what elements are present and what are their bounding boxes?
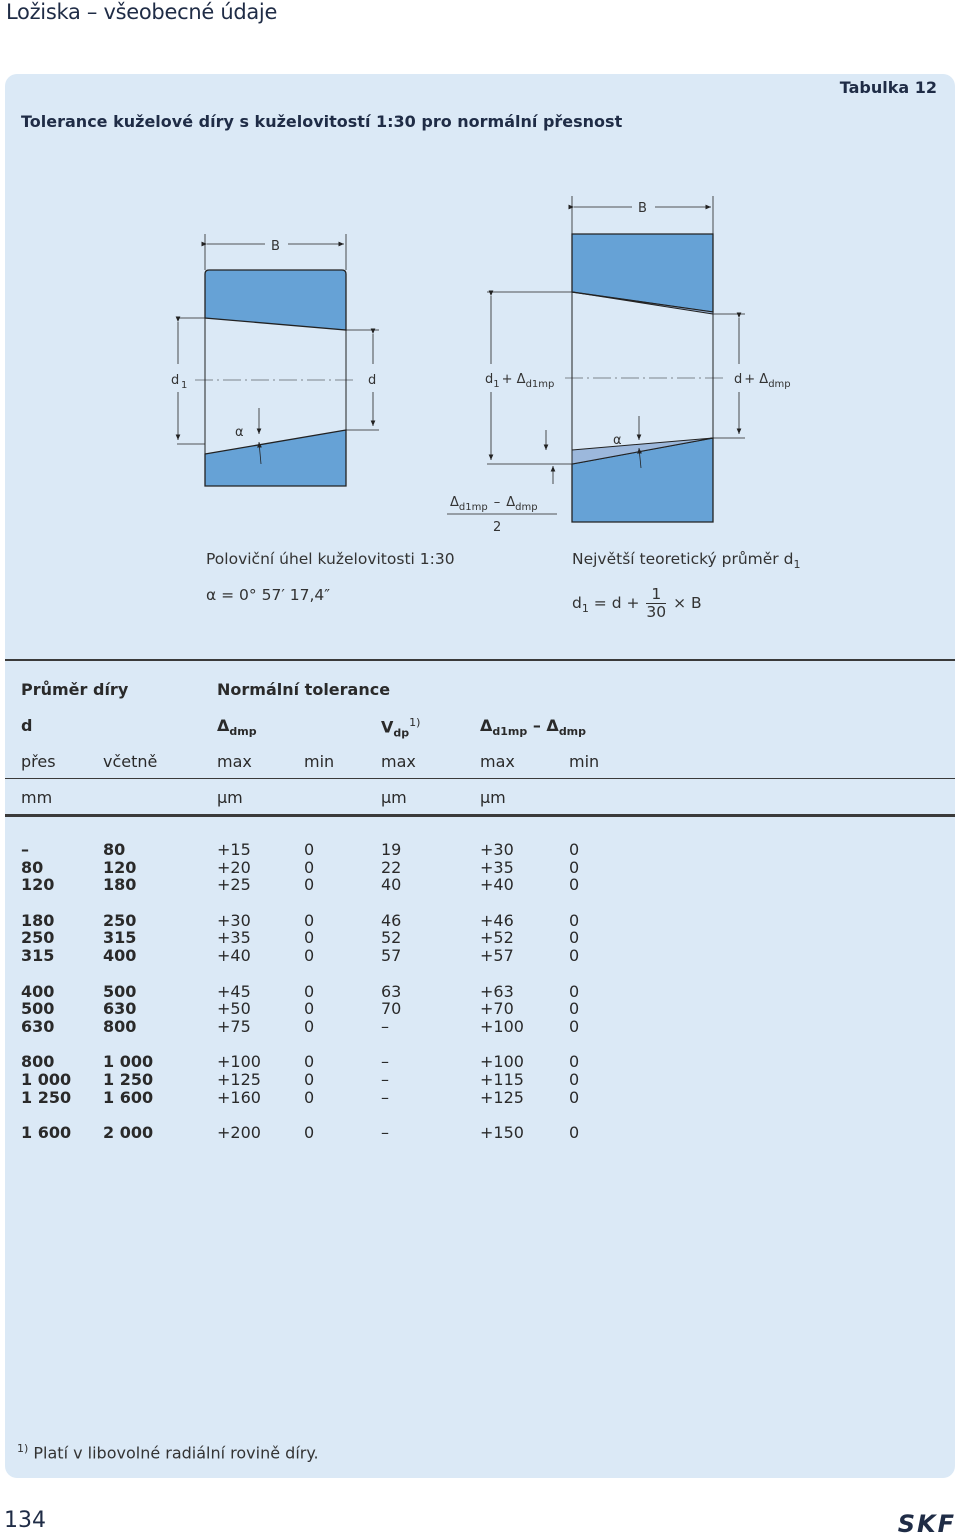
table-cell: 0 [569, 981, 580, 1001]
table-row [5, 946, 955, 964]
table-row [5, 928, 955, 946]
svg-text:1: 1 [181, 380, 188, 391]
table-cell: 0 [569, 1123, 580, 1143]
table-cell: 120 [103, 857, 137, 877]
table-cell: +40 [480, 875, 514, 895]
table-cell: 40 [381, 875, 402, 895]
table-cell: 63 [381, 981, 402, 1001]
table-cell: +50 [217, 999, 251, 1019]
header-delta-dmp: $\Delta_{dmp}$ [217, 716, 257, 739]
table-cell: +52 [480, 928, 514, 948]
dim-d-delta: $d + \Delta_{dmp}$ [734, 372, 791, 390]
table-cell: 0 [304, 981, 315, 1001]
table-cell: 0 [569, 840, 580, 859]
table-cell: – [381, 1070, 389, 1089]
header-diff-max: max [480, 752, 515, 771]
table-cell: +100 [217, 1052, 261, 1072]
table-row [5, 999, 955, 1017]
table-cell: 315 [103, 928, 137, 948]
table-cell: 0 [304, 1016, 315, 1036]
table-cell: 400 [103, 946, 137, 965]
table-header-bottom-rule [5, 814, 955, 817]
table-cell: 0 [304, 928, 315, 948]
unit-um-vdp: µm [381, 788, 407, 807]
header-diff-min: min [569, 752, 600, 771]
table-cell: 57 [381, 946, 402, 965]
table-cell: 1 250 [21, 1087, 72, 1107]
left-ring-section [171, 234, 379, 486]
table-row [5, 1123, 955, 1141]
table-row [5, 858, 955, 876]
table-cell: +200 [217, 1123, 261, 1143]
unit-um-dmp: µm [217, 788, 243, 807]
table-cell: 250 [103, 910, 137, 930]
table-cell: 52 [381, 928, 402, 948]
table-cell: 0 [569, 910, 580, 930]
table-cell: – [381, 1016, 389, 1036]
table-row [5, 1088, 955, 1106]
right-caption: Největší teoretický průměr $d_1$ [572, 550, 801, 572]
table-cell: – [381, 1052, 389, 1072]
delta-fraction-numerator: $\Delta_{d1mp} - \Delta_{dmp}$ [450, 495, 538, 513]
table-cell: – [21, 840, 29, 859]
table-cell: 0 [569, 1087, 580, 1107]
table-cell: +45 [217, 981, 251, 1001]
table-cell: 0 [304, 946, 315, 965]
table-cell: 80 [103, 840, 126, 859]
header-vdp-max: max [381, 752, 416, 771]
table-cell: 2 000 [103, 1123, 154, 1143]
table-cell: 0 [304, 840, 315, 859]
table-cell: +35 [480, 857, 514, 877]
header-from: přes [21, 752, 56, 771]
header-dmp-max: max [217, 752, 252, 771]
table-cell: +15 [217, 840, 251, 859]
table-cell: 0 [569, 928, 580, 948]
table-cell: 0 [304, 875, 315, 895]
table-cell: 80 [21, 857, 44, 877]
table-cell: +100 [480, 1016, 524, 1036]
table-cell: 0 [569, 1052, 580, 1072]
table-cell: 315 [21, 946, 55, 965]
dim-B-right: B [638, 201, 647, 216]
table-cell: 800 [103, 1016, 137, 1036]
table-subtitle: Tolerance kuželové díry s kuželovitostí 1:30 pro normální přesnost [21, 112, 623, 131]
right-ring-section [447, 196, 791, 535]
header-d: d [21, 716, 33, 735]
header-delta-d1mp-dmp: $\Delta_{d1mp} - \Delta_{dmp}$ [480, 716, 587, 739]
table-row [5, 1052, 955, 1070]
table-row [5, 875, 955, 893]
table-cell: +35 [217, 928, 251, 948]
table-cell: +100 [480, 1052, 524, 1072]
unit-um-diff: µm [480, 788, 506, 807]
table-cell: 180 [103, 875, 137, 895]
table-cell: 400 [21, 981, 55, 1001]
table-panel [5, 74, 955, 1478]
table-cell: 0 [569, 946, 580, 965]
table-row [5, 911, 955, 929]
table-cell: 0 [304, 1070, 315, 1089]
table-cell: – [381, 1123, 389, 1143]
table-cell: +70 [480, 999, 514, 1019]
table-mid-rule [5, 778, 955, 779]
alpha-right: α [613, 433, 622, 448]
table-cell: 0 [569, 999, 580, 1019]
table-cell: 800 [21, 1052, 55, 1072]
table-cell: 630 [103, 999, 137, 1019]
table-label: Tabulka 12 [839, 78, 937, 97]
skf-logo: SKF [897, 1510, 956, 1538]
footnote: $^{1)}$ Platí v libovolné radiální rovině díry. [17, 1442, 319, 1463]
table-top-rule [5, 659, 955, 661]
table-cell: +57 [480, 946, 514, 965]
table-cell: 0 [304, 1123, 315, 1143]
header-including: včetně [103, 752, 158, 771]
left-caption: Poloviční úhel kuželovitosti 1:30 [206, 550, 455, 568]
table-cell: 19 [381, 840, 402, 859]
table-cell: 0 [569, 1016, 580, 1036]
table-cell: 1 600 [21, 1123, 72, 1143]
table-cell: – [381, 1087, 389, 1107]
right-formula: $d_1 = d$ + $\frac{1}{30}$ × B [572, 585, 702, 621]
table-cell: 500 [103, 981, 137, 1001]
table-row [5, 1017, 955, 1035]
dim-d1-left: d [171, 373, 180, 388]
table-cell: +75 [217, 1016, 251, 1036]
table-row [5, 982, 955, 1000]
table-cell: +125 [480, 1087, 524, 1107]
table-cell: +160 [217, 1087, 261, 1107]
table-cell: +115 [480, 1070, 524, 1089]
page-number: 134 [4, 1508, 46, 1533]
table-cell: 0 [304, 999, 315, 1019]
table-cell: +150 [480, 1123, 524, 1143]
table-cell: 0 [304, 1087, 315, 1107]
header-dmp-min: min [304, 752, 335, 771]
table-cell: 1 250 [103, 1070, 154, 1089]
table-cell: 500 [21, 999, 55, 1019]
alpha-left: α [235, 425, 244, 440]
table-cell: 0 [304, 1052, 315, 1072]
tapered-bore-diagram [5, 74, 955, 634]
table-cell: +125 [217, 1070, 261, 1089]
delta-fraction-denominator: 2 [493, 520, 502, 535]
unit-mm: mm [21, 788, 53, 807]
table-cell: 22 [381, 857, 402, 877]
table-cell: 0 [569, 1070, 580, 1089]
table-cell: 1 000 [21, 1070, 72, 1089]
table-cell: 1 600 [103, 1087, 154, 1107]
table-cell: 0 [569, 857, 580, 877]
table-cell: 46 [381, 910, 402, 930]
dim-d-left: d [368, 373, 377, 388]
header-normal-tolerance: Normální tolerance [217, 680, 391, 699]
table-cell: 0 [304, 857, 315, 877]
table-cell: +30 [480, 840, 514, 859]
table-cell: 180 [21, 910, 55, 930]
dim-d1-delta: $d_1 + \Delta_{d1mp}$ [485, 372, 555, 390]
table-cell: 70 [381, 999, 402, 1019]
table-cell: 250 [21, 928, 55, 948]
dim-B-left: B [271, 239, 280, 254]
header-vdp: $V_{dp}^{1)}$ [381, 716, 421, 740]
header-bore-diameter: Průměr díry [21, 680, 129, 699]
table-cell: +25 [217, 875, 251, 895]
table-cell: +30 [217, 910, 251, 930]
table-cell: +46 [480, 910, 514, 930]
table-row [5, 840, 955, 858]
table-row [5, 1070, 955, 1088]
table-cell: +63 [480, 981, 514, 1001]
table-cell: 120 [21, 875, 55, 895]
table-cell: 0 [569, 875, 580, 895]
table-cell: +40 [217, 946, 251, 965]
left-formula: α = 0° 57′ 17,4″ [206, 586, 331, 604]
table-cell: +20 [217, 857, 251, 877]
table-cell: 0 [304, 910, 315, 930]
page-title: Ložiska – všeobecné údaje [6, 0, 278, 24]
table-cell: 630 [21, 1016, 55, 1036]
table-cell: 1 000 [103, 1052, 154, 1072]
